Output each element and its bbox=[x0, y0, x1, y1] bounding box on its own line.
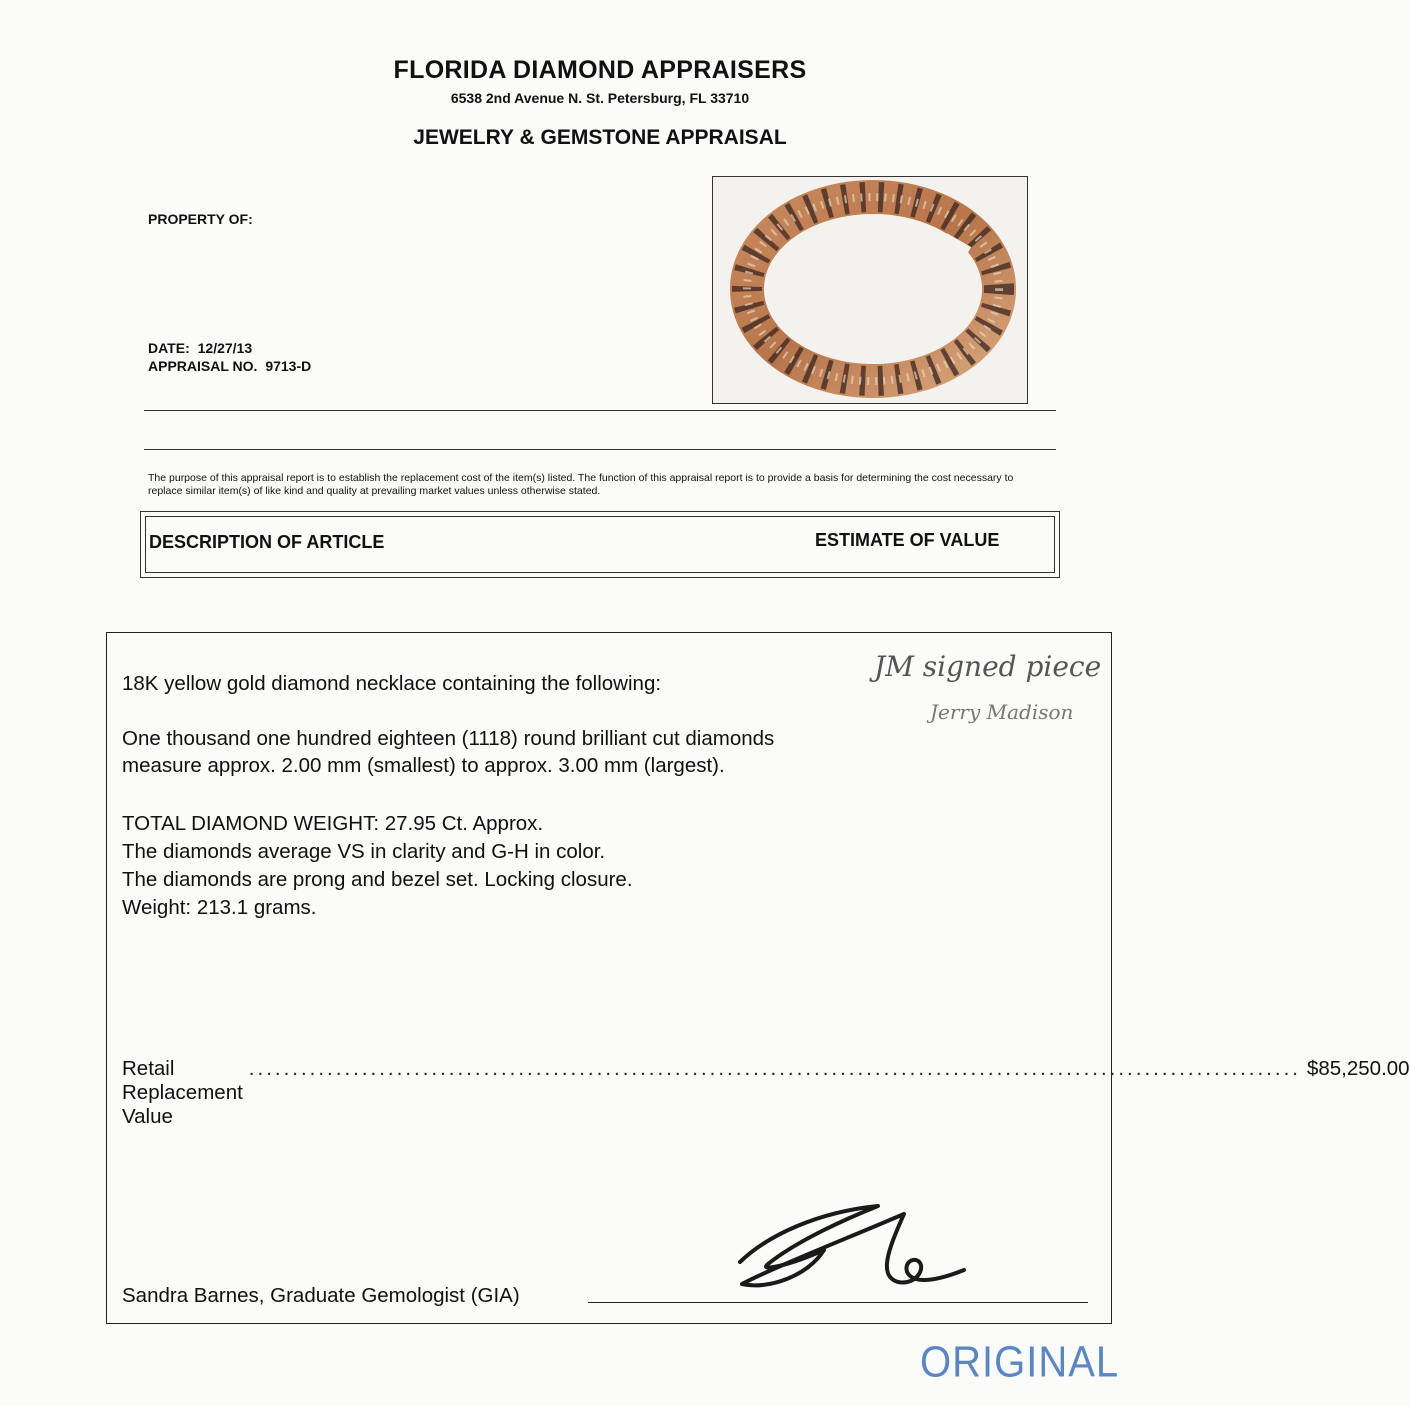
original-stamp: ORIGINAL bbox=[920, 1338, 1120, 1387]
appraiser-name: Sandra Barnes, Graduate Gemologist (GIA) bbox=[122, 1284, 520, 1307]
dot-leader: ......................................................................................................................... bbox=[248, 1057, 1301, 1080]
column-header-box bbox=[140, 511, 1060, 578]
divider-line bbox=[144, 449, 1056, 450]
valuation-amount: $85,250.00 bbox=[1306, 1057, 1410, 1080]
handwritten-note-line-2: Jerry Madison bbox=[930, 700, 1074, 724]
necklace-image bbox=[713, 177, 1026, 402]
handwritten-note-line-1: JM signed piece bbox=[874, 650, 1102, 683]
date-row bbox=[148, 340, 252, 356]
estimate-heading: ESTIMATE OF VALUE bbox=[815, 530, 1000, 550]
item-weight: Weight: 213.1 grams. bbox=[122, 896, 317, 919]
valuation-row bbox=[122, 1057, 1410, 1129]
item-line-1: One thousand one hundred eighteen (1118) round brilliant cut diamonds bbox=[122, 727, 775, 750]
property-label: PROPERTY OF: bbox=[148, 211, 253, 227]
clarity-color: The diamonds average VS in clarity and G-H in color. bbox=[122, 840, 606, 863]
signature-line bbox=[588, 1302, 1088, 1303]
description-heading: DESCRIPTION OF ARTICLE bbox=[149, 532, 385, 552]
total-diamond-weight: TOTAL DIAMOND WEIGHT: 27.95 Ct. Approx. bbox=[122, 812, 544, 835]
disclaimer-text: The purpose of this appraisal report is to establish the replacement cost of the item(s) listed. The function of this appraisal report is to provide a basis for determining the cost necessary to replace similar item(s) of like kind and quality at prevailing market values unless otherwise stated. bbox=[148, 472, 1014, 497]
item-heading: 18K yellow gold diamond necklace containing the following: bbox=[122, 672, 662, 695]
item-line-2: measure approx. 2.00 mm (smallest) to approx. 3.00 mm (largest). bbox=[122, 754, 725, 777]
company-name: FLORIDA DIAMOND APPRAISERS bbox=[393, 56, 807, 84]
date-label: DATE: bbox=[148, 340, 190, 356]
setting-closure: The diamonds are prong and bezel set. Locking closure. bbox=[122, 868, 633, 891]
necklace-photo bbox=[712, 176, 1028, 404]
signature-mark bbox=[728, 1190, 978, 1300]
appraisal-row bbox=[148, 358, 311, 374]
appraisal-number: 9713-D bbox=[265, 358, 312, 374]
appraisal-label: APPRAISAL NO. bbox=[148, 358, 258, 374]
valuation-label: Retail Replacement Value bbox=[122, 1057, 243, 1128]
date-value: 12/27/13 bbox=[197, 340, 253, 356]
divider-line bbox=[144, 410, 1056, 411]
company-address: 6538 2nd Avenue N. St. Petersburg, FL 33710 bbox=[450, 90, 750, 106]
document-title: JEWELRY & GEMSTONE APPRAISAL bbox=[413, 126, 787, 149]
